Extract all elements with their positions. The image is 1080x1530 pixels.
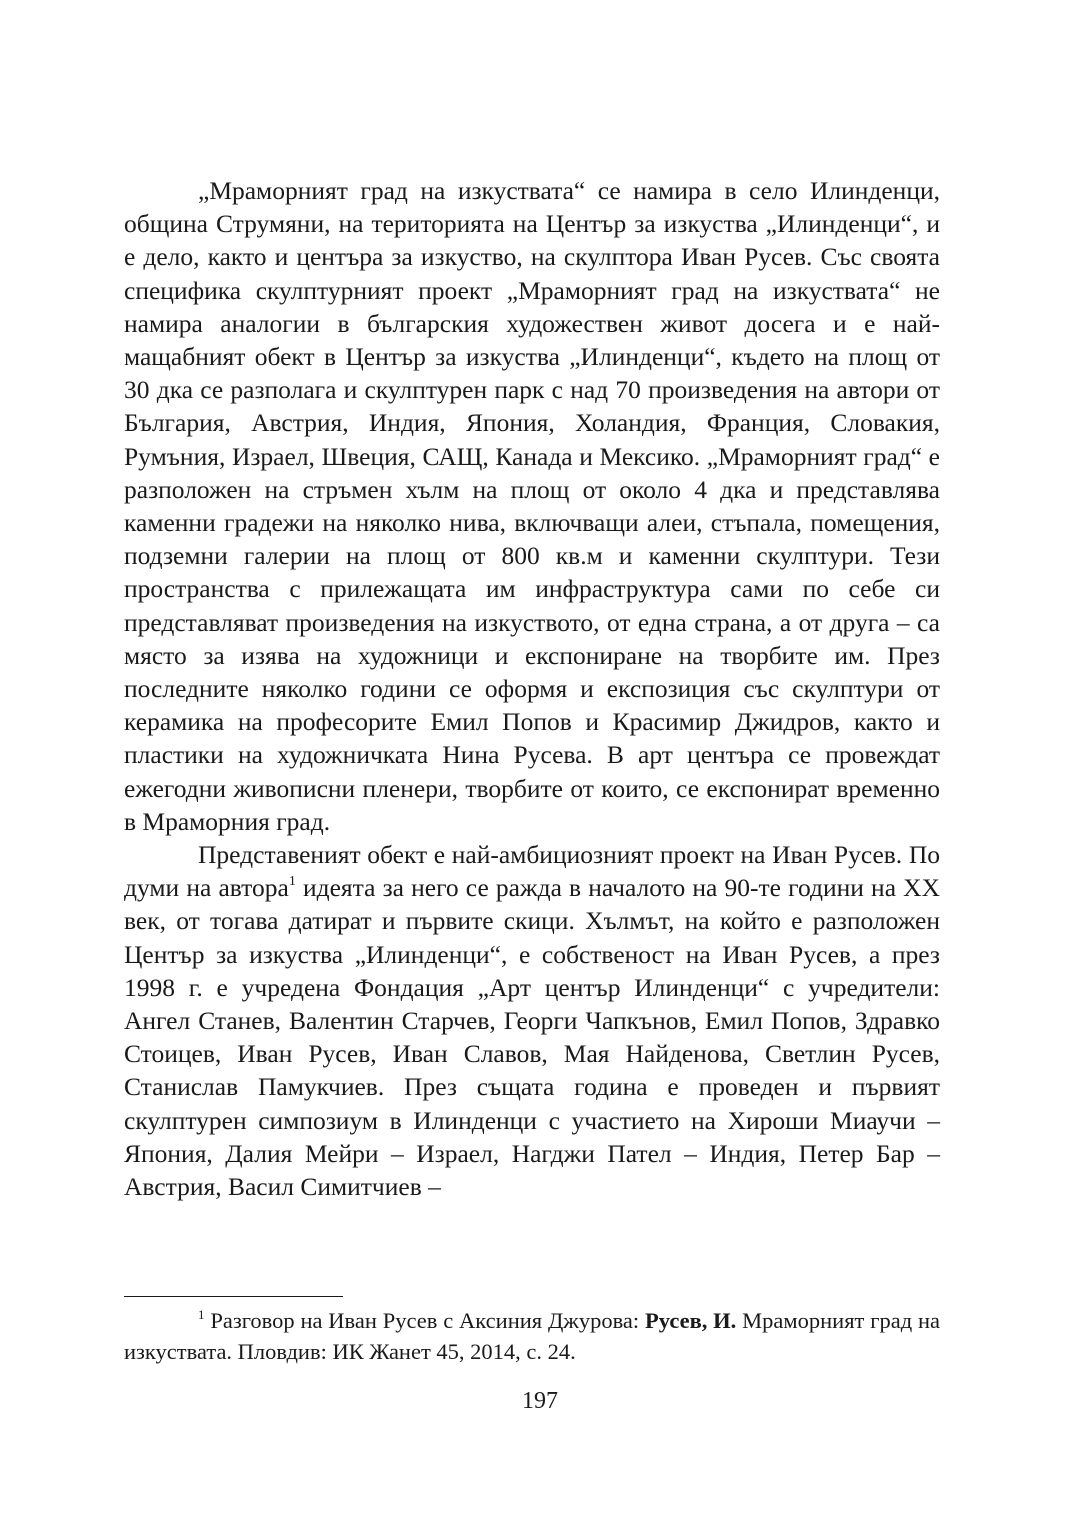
paragraph-1: „Мраморният град на изкуствата“ се намира в село Илинденци, община Струмяни, на територията на Център за изкуства „Илинденци“, и е дело, както и центъра за изкуство, на скулптора Иван Русев. Със своята специфика скулптурният проект „Мраморният град на изкуствата“ не намира аналогии в българския художествен живот досега и е най-мащабният обект в Център за изкуства „Илинденци“, където на площ от 30 дка се разполага и скулптурен парк с над 70 произведения на автори от България, Австрия, Индия, Япония, Холандия, Франция, Словакия, Румъния, Израел, Швеция, САЩ, Канада и Мексико. „Мраморният град“ е разположен на стръмен хълм на площ от около 4 дка и представлява каменни градежи на няколко нива, включващи алеи, стъпала, помещения, подземни галерии на площ от 800 кв.м и каменни скулптури. Тези пространства с прилежащата им инфраструктура сами по себе си представляват произведения на изкуството, от една страна, а от друга – са място за изява на художници и експониране на творбите им. През последните няколко години се оформя и експозиция със скулптури от керамика на професорите Емил Попов и Красимир Джидров, както и пластики на художничката Нина Русева. В арт центъра се провеждат ежегодни живописни пленери, творбите от които, се експонират временно в Мраморния град.	[124, 176, 940, 836]
paragraph-2-part-1: Представеният обект е най-амбициозният проект на Иван Русев. По думи на автора	[124, 840, 940, 903]
footnote-text-start: Разговор на Иван Русев с Аксиния Джурова:	[204, 1308, 646, 1333]
footnote-1	[124, 1305, 940, 1367]
footnote-marker: 1	[198, 1307, 205, 1322]
main-text-block	[124, 174, 940, 1203]
paragraph-2	[124, 838, 940, 1203]
footnote-reference-marker: 1	[288, 874, 296, 890]
footnote-separator-line	[124, 1296, 343, 1297]
footnote-text-end: Мраморният град на изкуствата. Пловдив: ИК Жанет 45, 2014, с. 24.	[124, 1308, 941, 1364]
paragraph-2-part-2: идеята за него се ражда в началото на 90-те години на XX век, от тогава датират и първите скици. Хълмът, на който е разположен Център за изкуства „Илинденци“, е собственост на Иван Русев, а през 1998 г. е учредена Фондация „Арт център Илинденци“ с учредители: Ангел Станев, Валентин Старчев, Георги Чапкънов, Емил Попов, Здравко Стоицев, Иван Русев, Иван Славов, Мая Найденова, Светлин Русев, Станислав Памукчиев. През същата година е проведен и първият скулптурен симпозиум в Илинденци с участието на Хироши Миаучи – Япония, Далия Мейри – Израел, Нагджи Пател – Индия, Петер Бар – Австрия, Васил Симитчиев –	[124, 873, 940, 1202]
footnote-author-bold: Русев, И.	[645, 1308, 737, 1333]
page-number: 197	[522, 1388, 558, 1414]
footnote-block	[124, 1305, 940, 1367]
